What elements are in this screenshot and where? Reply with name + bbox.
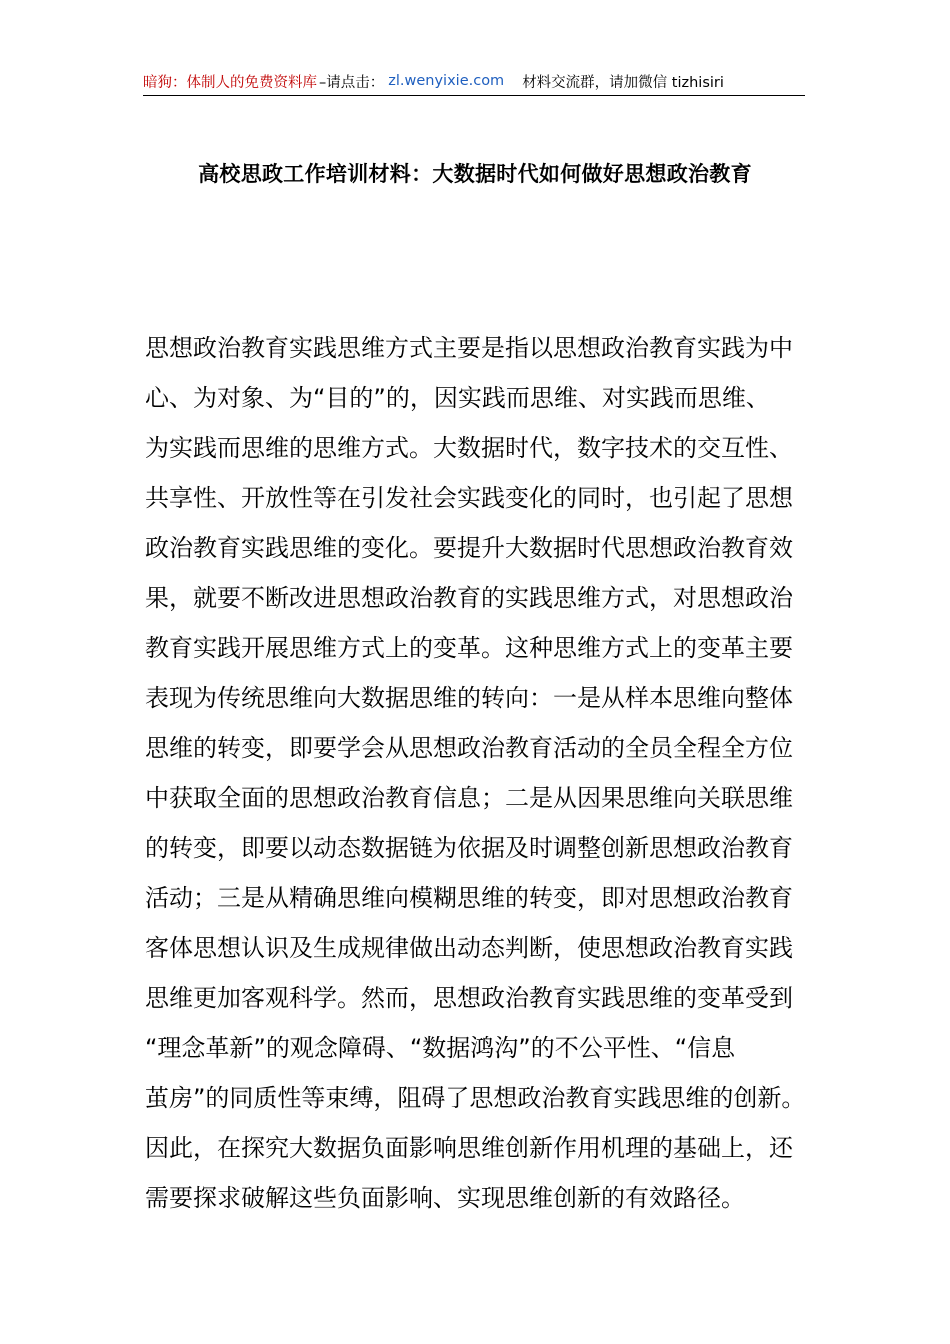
header-url-link[interactable]: zl.wenyixie.com — [388, 73, 505, 89]
header-group-info: 材料交流群，请加微信 tizhisiri — [522, 74, 724, 91]
page-header — [143, 68, 805, 94]
body-line: 心、为对象、为“目的”的，因实践而思维、对实践而思维、 — [145, 384, 770, 412]
document-title: 高校思政工作培训材料：大数据时代如何做好思想政治教育 — [198, 162, 752, 186]
body-line: 为实践而思维的思维方式。大数据时代，数字技术的交互性、 — [145, 434, 793, 462]
body-line: 果，就要不断改进思想政治教育的实践思维方式，对思想政治 — [145, 584, 793, 612]
body-line: 中获取全面的思想政治教育信息；二是从因果思维向关联思维 — [145, 784, 793, 812]
body-line: 思想政治教育实践思维方式主要是指以思想政治教育实践为中 — [145, 334, 793, 362]
body-line: 活动；三是从精确思维向模糊思维的转变，即对思想政治教育 — [145, 884, 793, 912]
body-line: 客体思想认识及生成规律做出动态判断，使思想政治教育实践 — [145, 934, 793, 962]
body-line: 思维更加客观科学。然而，思想政治教育实践思维的变革受到 — [145, 984, 793, 1012]
body-line: 政治教育实践思维的变化。要提升大数据时代思想政治教育效 — [145, 534, 793, 562]
body-line: 因此，在探究大数据负面影响思维创新作用机理的基础上，还 — [145, 1134, 793, 1162]
body-line: 表现为传统思维向大数据思维的转向：一是从样本思维向整体 — [145, 684, 793, 712]
body-line: 茧房”的同质性等束缚，阻碍了思想政治教育实践思维的创新。 — [145, 1084, 806, 1112]
body-line: “理念革新”的观念障碍、“数据鸿沟”的不公平性、“信息 — [145, 1034, 736, 1062]
body-paragraph — [145, 323, 825, 1223]
body-line: 共享性、开放性等在引发社会实践变化的同时，也引起了思想 — [145, 484, 793, 512]
body-line: 的转变，即要以动态数据链为依据及时调整创新思想政治教育 — [145, 834, 793, 862]
header-prompt: –请点击： — [319, 74, 385, 91]
body-line: 需要探求破解这些负面影响、实现思维创新的有效路径。 — [145, 1184, 745, 1212]
body-line: 教育实践开展思维方式上的变革。这种思维方式上的变革主要 — [145, 634, 793, 662]
header-brand: 暗狗：体制人的免费资料库 — [143, 74, 317, 91]
header-divider — [143, 95, 805, 96]
body-line: 思维的转变，即要学会从思想政治教育活动的全员全程全方位 — [145, 734, 793, 762]
